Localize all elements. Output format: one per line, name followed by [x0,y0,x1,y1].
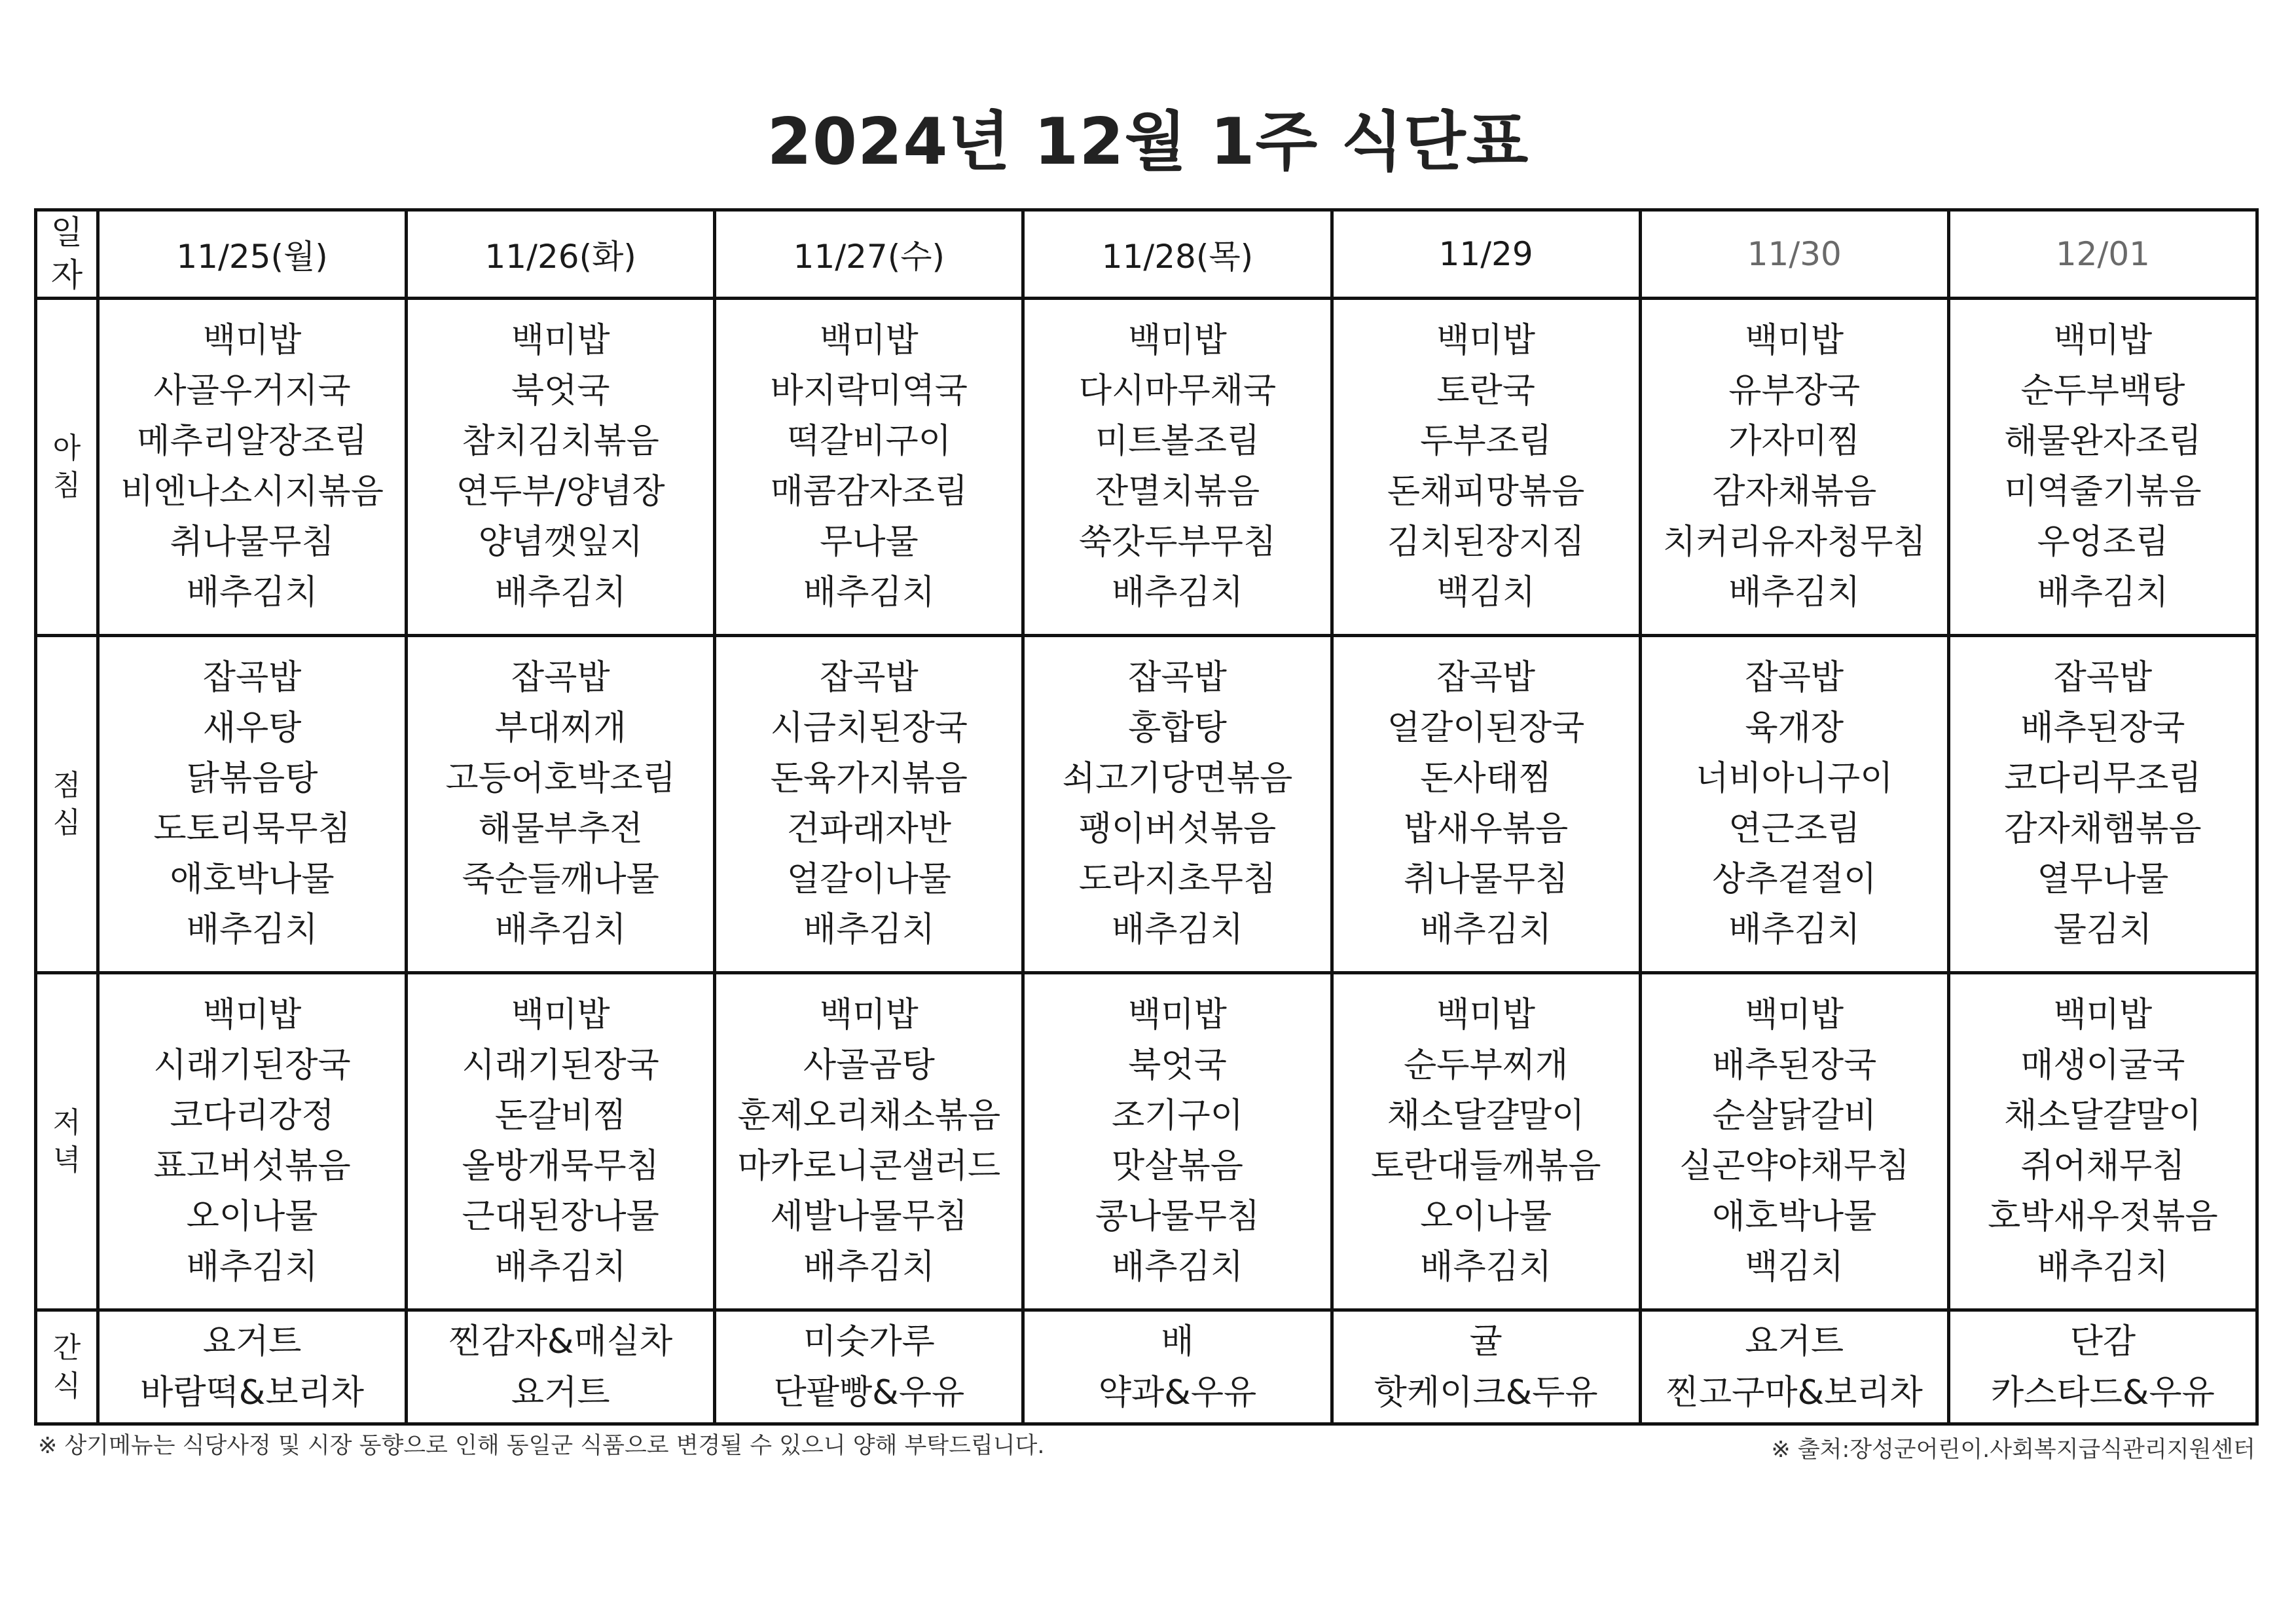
menu-cell [98,299,407,636]
menu-item: 잡곡밥 [1436,658,1535,697]
menu-item: 배추김치 [186,1247,318,1287]
date-header: 12/01 [1948,210,2257,299]
menu-item: 너비아니구이 [1696,759,1893,798]
menu-item: 배추김치 [186,910,318,950]
menu-cell [715,973,1023,1310]
menu-item: 배추김치 [2037,573,2169,612]
menu-item: 배추김치 [803,1247,935,1287]
menu-cell [98,636,407,973]
menu-item: 취나물무침 [1404,860,1569,899]
menu-item: 얼갈이된장국 [1387,709,1585,748]
date-header: 11/30 [1640,210,1948,299]
snack-row [36,1310,2257,1424]
menu-cell [1948,973,2257,1310]
menu-item: 찐감자&매실차 [448,1321,673,1361]
menu-item: 해물완자조림 [2004,422,2202,461]
menu-item: 배추김치 [186,573,318,612]
menu-item: 순두부백탕 [2020,371,2185,411]
menu-item: 핫케이크&두유 [1374,1373,1598,1412]
row-label-snack: 간 식 [36,1310,98,1424]
menu-item: 토란국 [1436,371,1535,411]
menu-item: 백미밥 [820,321,919,360]
menu-item: 무나물 [820,523,919,562]
menu-item: 순두부찌개 [1404,1046,1569,1085]
menu-item: 배추김치 [1112,1247,1243,1287]
menu-item: 애호박나물 [170,860,335,899]
menu-item: 북엇국 [511,371,610,411]
menu-item: 근대된장나물 [462,1197,659,1236]
menu-item: 열무나물 [2037,860,2169,899]
menu-item: 올방개묵무침 [462,1147,659,1186]
menu-item: 배추김치 [2037,1247,2169,1287]
menu-cell [407,1310,715,1424]
dinner-row [36,973,2257,1310]
menu-cell [1332,973,1640,1310]
menu-item: 백미밥 [2053,321,2153,360]
menu-item: 부대찌개 [494,709,627,748]
menu-item: 배추김치 [1728,910,1861,950]
menu-item: 코다리강정 [170,1096,335,1135]
row-label-dinner: 저 녁 [36,973,98,1310]
menu-item: 밥새우볶음 [1404,809,1569,849]
menu-item: 참치김치볶음 [462,422,659,461]
menu-item: 쥐어채무침 [2020,1147,2185,1186]
menu-item: 채소달걀말이 [1387,1096,1585,1135]
menu-table [34,208,2259,1426]
menu-cell [1332,299,1640,636]
menu-item: 잡곡밥 [511,658,610,697]
menu-item: 가자미찜 [1728,422,1861,461]
menu-item: 바람떡&보리차 [140,1373,365,1412]
menu-item: 요거트 [511,1373,610,1412]
menu-item: 찐고구마&보리차 [1666,1373,1923,1412]
menu-item: 연두부/양념장 [456,472,665,511]
menu-item: 배추김치 [1112,573,1243,612]
menu-cell [1023,1310,1332,1424]
menu-item: 배추김치 [1728,573,1861,612]
lunch-row [36,636,2257,973]
menu-item: 시래기된장국 [462,1046,659,1085]
menu-item: 맛살볶음 [1112,1147,1243,1186]
menu-item: 배추김치 [494,910,627,950]
menu-item: 코다리무조림 [2004,759,2202,798]
menu-item: 백미밥 [511,995,610,1035]
menu-item: 조기구이 [1112,1096,1243,1135]
menu-item: 매생이굴국 [2020,1046,2185,1085]
menu-cell [98,1310,407,1424]
menu-item: 죽순들깨나물 [462,860,659,899]
menu-cell [1640,299,1948,636]
menu-item: 새우탕 [202,709,302,748]
menu-item: 배추김치 [1420,910,1552,950]
menu-item: 백미밥 [202,995,302,1035]
menu-item: 고등어호박조림 [445,759,676,798]
menu-item: 감자채볶음 [1712,472,1877,511]
menu-item: 다시마무채국 [1078,371,1277,411]
menu-cell [1332,636,1640,973]
menu-item: 얼갈이나물 [786,860,951,899]
menu-item: 표고버섯볶음 [153,1147,351,1186]
menu-item: 배추김치 [494,573,627,612]
date-header-row [36,210,2257,299]
menu-item: 양념깻잎지 [478,523,643,562]
menu-item: 배추김치 [1420,1247,1552,1287]
menu-item: 비엔나소시지볶음 [120,472,384,511]
menu-item: 실곤약야채무침 [1679,1147,1910,1186]
menu-item: 백미밥 [1128,995,1227,1035]
menu-cell [1948,636,2257,973]
menu-cell [407,973,715,1310]
menu-item: 백미밥 [1745,995,1844,1035]
menu-item: 잔멸치볶음 [1095,472,1260,511]
menu-item: 유부장국 [1728,371,1861,411]
menu-item: 토란대들깨볶음 [1370,1147,1601,1186]
menu-item: 취나물무침 [170,523,335,562]
menu-item: 떡갈비구이 [786,422,951,461]
menu-item: 채소달걀말이 [2004,1096,2202,1135]
menu-item: 오이나물 [1420,1197,1552,1236]
menu-item: 메추리알장조림 [137,422,367,461]
menu-cell [1023,636,1332,973]
menu-cell [1640,973,1948,1310]
menu-item: 홍합탕 [1128,709,1227,748]
menu-item: 돈사태찜 [1420,759,1552,798]
menu-cell [407,636,715,973]
menu-item: 미숫가루 [803,1321,935,1361]
menu-item: 감자채햄볶음 [2004,809,2202,849]
menu-item: 건파래자반 [786,809,951,849]
menu-cell [1640,1310,1948,1424]
menu-item: 잡곡밥 [820,658,919,697]
menu-item: 백김치 [1745,1247,1844,1287]
breakfast-row [36,299,2257,636]
menu-item: 치커리유자청무침 [1662,523,1926,562]
menu-cell [1640,636,1948,973]
menu-item: 사골곰탕 [803,1046,935,1085]
menu-item: 배 [1161,1321,1194,1361]
menu-item: 물김치 [2053,910,2153,950]
menu-item: 백미밥 [1436,995,1535,1035]
row-label-date: 일 자 [36,210,98,299]
menu-item: 도토리묵무침 [153,809,351,849]
menu-item: 애호박나물 [1712,1197,1877,1236]
menu-item: 백미밥 [1436,321,1535,360]
menu-item: 요거트 [1745,1321,1844,1361]
menu-item: 바지락미역국 [770,371,968,411]
menu-item: 콩나물무침 [1095,1197,1260,1236]
row-label-breakfast: 아 침 [36,299,98,636]
menu-cell [1023,299,1332,636]
menu-item: 배추김치 [1112,910,1243,950]
menu-item: 미역줄기볶음 [2004,472,2202,511]
menu-item: 잡곡밥 [2053,658,2153,697]
menu-item: 시금치된장국 [770,709,968,748]
menu-item: 백미밥 [820,995,919,1035]
menu-cell [98,973,407,1310]
menu-cell [715,299,1023,636]
menu-item: 북엇국 [1128,1046,1227,1085]
menu-item: 돈육가지볶음 [770,759,968,798]
menu-item: 매콤감자조림 [770,472,968,511]
menu-item: 두부조림 [1420,422,1552,461]
menu-cell [1948,1310,2257,1424]
menu-item: 사골우거지국 [153,371,351,411]
menu-cell [1023,973,1332,1310]
menu-item: 해물부추전 [478,809,643,849]
menu-item: 팽이버섯볶음 [1078,809,1277,849]
menu-item: 귤 [1469,1321,1503,1361]
menu-cell [407,299,715,636]
date-header: 11/29 [1332,210,1640,299]
menu-item: 시래기된장국 [153,1046,351,1085]
menu-item: 배추김치 [803,573,935,612]
menu-item: 오이나물 [186,1197,318,1236]
row-label-lunch: 점 심 [36,636,98,973]
menu-cell [715,636,1023,973]
menu-item: 미트볼조림 [1095,422,1260,461]
menu-item: 잡곡밥 [1745,658,1844,697]
menu-item: 카스타드&우유 [1990,1373,2215,1412]
menu-item: 백미밥 [1745,321,1844,360]
menu-item: 잡곡밥 [202,658,302,697]
menu-item: 요거트 [202,1321,302,1361]
menu-item: 상추겉절이 [1712,860,1877,899]
menu-cell [1948,299,2257,636]
menu-item: 단팥빵&우유 [773,1373,965,1412]
menu-item: 백미밥 [202,321,302,360]
menu-item: 김치된장지짐 [1387,523,1585,562]
menu-cell [1332,1310,1640,1424]
menu-item: 세발나물무침 [770,1197,968,1236]
date-header: 11/27(수) [715,210,1023,299]
menu-item: 순살닭갈비 [1712,1096,1877,1135]
menu-item: 쑥갓두부무침 [1078,523,1277,562]
page-title: 2024년 12월 1주 식단표 [767,105,1529,179]
menu-item: 배추된장국 [1712,1046,1877,1085]
menu-item: 백미밥 [1128,321,1227,360]
menu-item: 우엉조림 [2037,523,2169,562]
menu-item: 배추된장국 [2020,709,2185,748]
menu-item: 백미밥 [2053,995,2153,1035]
menu-item: 돈갈비찜 [494,1096,627,1135]
menu-cell [715,1310,1023,1424]
menu-item: 배추김치 [494,1247,627,1287]
menu-item: 배추김치 [803,910,935,950]
menu-item: 마카로니콘샐러드 [737,1147,1001,1186]
date-header: 11/28(목) [1023,210,1332,299]
menu-item: 약과&우유 [1098,1373,1257,1412]
menu-item: 백미밥 [511,321,610,360]
menu-item: 쇠고기당면볶음 [1062,759,1293,798]
footnote-source: ※ 출처:장성군어린이.사회복지급식관리지원센터 [1771,1437,2255,1463]
menu-item: 연근조림 [1728,809,1861,849]
menu-item: 훈제오리채소볶음 [737,1096,1001,1135]
date-header: 11/26(화) [407,210,715,299]
menu-item: 닭볶음탕 [186,759,318,798]
menu-item: 도라지초무침 [1078,860,1277,899]
menu-item: 호박새우젓볶음 [1988,1197,2218,1236]
menu-item: 백김치 [1436,573,1535,612]
menu-item: 잡곡밥 [1128,658,1227,697]
date-header: 11/25(월) [98,210,407,299]
menu-item: 육개장 [1745,709,1844,748]
footnote-notice: ※ 상기메뉴는 식당사정 및 시장 동향으로 인해 동일군 식품으로 변경될 수 있으니 양해 부탁드립니다. [38,1433,1045,1459]
menu-item: 돈채피망볶음 [1387,472,1585,511]
menu-item: 단감 [2069,1321,2136,1361]
